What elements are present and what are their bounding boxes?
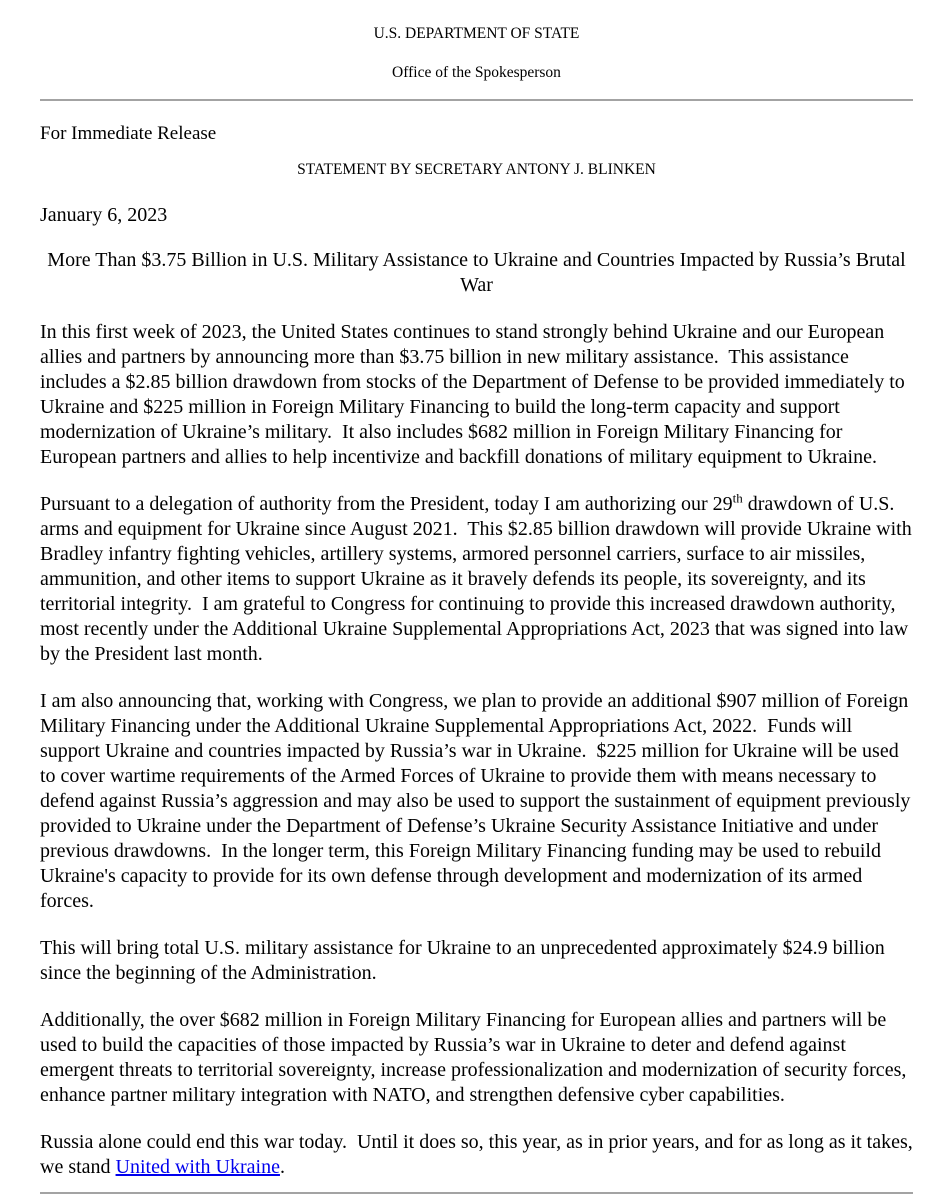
top-divider [40, 99, 913, 101]
date-line: January 6, 2023 [40, 204, 168, 226]
paragraph-text: Pursuant to a delegation of authority from the President, today I am authorizing our 29 [40, 493, 733, 515]
ordinal-suffix: th [732, 490, 743, 506]
release-type-line: For Immediate Release [40, 123, 217, 144]
united-with-ukraine-link[interactable]: United with Ukraine [115, 1156, 280, 1178]
paragraph-text: . [279, 1156, 285, 1178]
paragraph-text: Russia alone could end this war today. Until it does so, this year, as in prior years, and for as long as it takes, we stand [40, 1131, 918, 1178]
agency-name: U.S. DEPARTMENT OF STATE [373, 25, 580, 42]
paragraph-european-allies: Additionally, the over $682 million in Foreign Military Financing for European allies and partners will be used to build the capacities of those impacted by Russia’s war in Ukraine to deter and defend against emergent threats to territorial sovereignty, increase professionalization and modernization of security forces, enhance partner military integration with NATO, and strengthen defensive cyber capabilities. [40, 1009, 912, 1106]
press-release-document [40, 0, 918, 1194]
document-title: More Than $3.75 Billion in U.S. Military Assistance to Ukraine and Countries Impacted by Russia’s Brutal War [47, 249, 911, 296]
paragraph-text: drawdown of U.S. arms and equipment for Ukraine since August 2021. This $2.85 billion drawdown will provide Ukraine with Bradley infantry fighting vehicles, artillery systems, armored personnel carriers, surface to air missiles, ammunition, and other items to support Ukraine as it bravely defends its people, its sovereignty, and its territorial integrity. I am grateful to Congress for continuing to provide this increased drawdown authority, most recently under the Additional Ukraine Supplemental Appropriations Act, 2023 that was signed into law by the President last month. [40, 493, 917, 665]
paragraph-drawdown-authorization [40, 490, 917, 667]
paragraph-fmf-announcement: I am also announcing that, working with Congress, we plan to provide an additional $907 million of Foreign Military Financing under the Additional Ukraine Supplemental Appropriations Act, 2022. Funds will support Ukraine and countries impacted by Russia’s war in Ukraine. $225 million for Ukraine will be used to cover wartime requirements of the Armed Forces of Ukraine to provide them with means necessary to defend against Russia’s aggression and may also be used to support the sustainment of equipment previously provided to Ukraine under the Department of Defense’s Ukraine Security Assistance Initiative and under previous drawdowns. In the longer term, this Foreign Military Financing funding may be used to rebuild Ukraine's capacity to provide for its own defense through development and modernization of its armed forces. [40, 690, 916, 912]
office-name: Office of the Spokesperson [392, 64, 561, 81]
statement-heading: STATEMENT BY SECRETARY ANTONY J. BLINKEN [297, 161, 656, 178]
paragraph-assistance-overview: In this first week of 2023, the United States continues to stand strongly behind Ukraine and our European allies and partners by announcing more than $3.75 billion in new military assistance. This assistance includes a $2.85 billion drawdown from stocks of the Department of Defense to be provided immediately to Ukraine and $225 million in Foreign Military Financing to build the long-term capacity and support modernization of Ukraine’s military. It also includes $682 million in Foreign Military Financing for European partners and allies to help incentivize and backfill donations of military equipment to Ukraine. [40, 321, 910, 468]
paragraph-closing [40, 1130, 918, 1180]
paragraph-total-assistance: This will bring total U.S. military assistance for Ukraine to an unprecedented approximately $24.9 billion since the beginning of the Administration. [40, 937, 890, 984]
bottom-divider [40, 1192, 913, 1194]
